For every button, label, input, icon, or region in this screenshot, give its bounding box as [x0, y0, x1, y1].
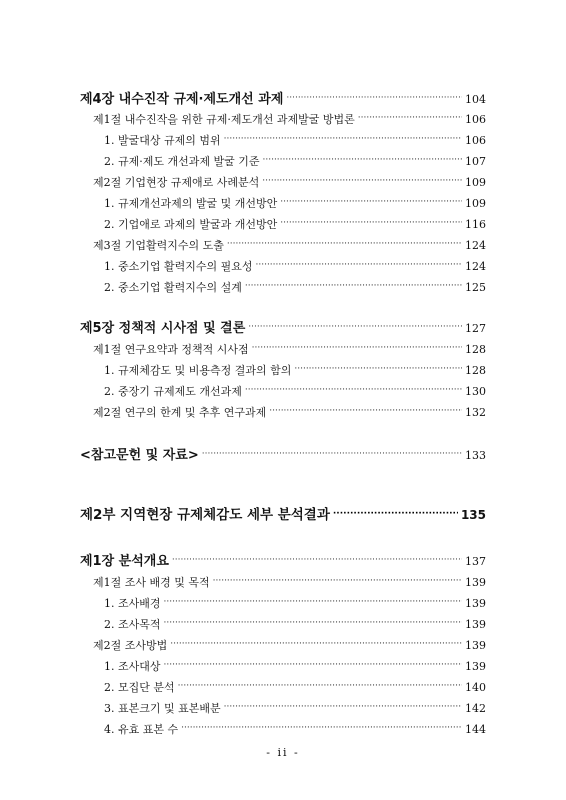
toc-entry-page: 142	[465, 702, 486, 715]
toc-leader-dots	[164, 617, 463, 628]
toc-entry[interactable]	[104, 153, 486, 169]
toc-entry-label: 2. 중장기 규제제도 개선과제	[104, 385, 242, 398]
toc-leader-dots	[262, 175, 462, 186]
toc-entry-label: 제1절 내수진작을 위한 규제·제도개선 과제발굴 방법론	[93, 113, 355, 126]
toc-entry-page: 109	[465, 176, 486, 189]
toc-entry-label: 1. 발굴대상 규제의 범위	[104, 134, 221, 147]
toc-leader-dots	[213, 575, 462, 586]
toc-entry-label: 1. 조사배경	[104, 597, 161, 610]
toc-entry-label: 3. 표본크기 및 표본배분	[104, 702, 221, 715]
toc-entry[interactable]	[93, 637, 486, 653]
toc-leader-dots	[256, 259, 463, 270]
toc-leader-dots	[172, 552, 462, 565]
toc-entry-label: 2. 모집단 분석	[104, 681, 175, 694]
toc-leader-dots	[181, 722, 462, 733]
toc-leader-dots	[358, 112, 462, 123]
toc-leader-dots	[294, 363, 462, 374]
toc-entry[interactable]	[93, 111, 486, 127]
toc-entry-page: 133	[465, 449, 486, 462]
toc-entry[interactable]	[104, 362, 486, 378]
toc-entry-label: 4. 유효 표본 수	[104, 723, 179, 736]
toc-entry-page: 139	[465, 639, 486, 652]
toc-entry-label: 제1절 연구요약과 정책적 시사점	[93, 343, 249, 356]
toc-leader-dots	[280, 217, 462, 228]
toc-leader-dots	[245, 280, 462, 291]
toc-entry-label: 1. 규제개선과제의 발굴 및 개선방안	[104, 197, 278, 210]
toc-entry-page: 132	[465, 406, 486, 419]
page-number-footer: - ii -	[266, 746, 300, 759]
toc-entry[interactable]	[93, 404, 486, 420]
toc-entry[interactable]	[104, 216, 486, 232]
toc-entry[interactable]	[93, 174, 486, 190]
toc-entry-page: 104	[465, 93, 486, 106]
toc-entry[interactable]	[104, 679, 486, 695]
toc-entry[interactable]	[104, 658, 486, 674]
toc-entry-page: 137	[465, 555, 486, 568]
toc-entry-page: 144	[465, 723, 486, 736]
toc-entry[interactable]	[80, 444, 486, 463]
toc-entry-page: 139	[465, 597, 486, 610]
toc-entry-page: 107	[465, 155, 486, 168]
toc-entry-label: 제2절 연구의 한계 및 추후 연구과제	[93, 406, 267, 419]
toc-entry-label: 2. 중소기업 활력지수의 설계	[104, 281, 242, 294]
toc-leader-dots	[178, 680, 462, 691]
toc-entry-page: 128	[465, 364, 486, 377]
toc-leader-dots	[245, 384, 462, 395]
toc-leader-dots	[164, 596, 463, 607]
toc-entry[interactable]	[104, 132, 486, 148]
toc-leader-dots	[252, 342, 462, 353]
toc-leader-dots	[263, 154, 463, 165]
toc-entry[interactable]	[93, 341, 486, 357]
toc-entry-page: 128	[465, 343, 486, 356]
toc-entry-label: 제2부 지역현장 규제체감도 세부 분석결과	[80, 507, 330, 523]
toc-entry-page: 140	[465, 681, 486, 694]
toc-entry-label: 제3절 기업활력지수의 도출	[93, 239, 224, 252]
toc-entry-label: 제1절 조사 배경 및 목적	[93, 576, 210, 589]
toc-entry[interactable]	[80, 88, 486, 107]
toc-leader-dots	[202, 446, 462, 459]
toc-leader-dots	[227, 238, 462, 249]
toc-leader-dots	[224, 133, 462, 144]
toc-entry-page: 139	[465, 660, 486, 673]
toc-leader-dots	[164, 659, 463, 670]
toc-entry-label: 1. 조사대상	[104, 660, 161, 673]
toc-entry-label: <참고문헌 및 자료>	[80, 448, 199, 463]
toc-entry[interactable]	[104, 383, 486, 399]
toc-leader-dots	[333, 506, 458, 520]
toc-entry-page: 124	[465, 260, 486, 273]
toc-entry-label: 제5장 정책적 시사점 및 결론	[80, 321, 246, 336]
toc-entry[interactable]	[104, 616, 486, 632]
toc-entry-page: 139	[465, 618, 486, 631]
toc-entry[interactable]	[80, 550, 486, 569]
toc-entry-page: 106	[465, 113, 486, 126]
toc-entry[interactable]	[104, 700, 486, 716]
toc-leader-dots	[170, 638, 462, 649]
toc-entry-page: 130	[465, 385, 486, 398]
toc-entry-label: 제4장 내수진작 규제·제도개선 과제	[80, 92, 284, 107]
toc-entry-page: 116	[465, 218, 486, 231]
toc-entry[interactable]	[104, 258, 486, 274]
toc-entry-label: 1. 규제체감도 및 비용측정 결과의 함의	[104, 364, 292, 377]
toc-entry-label: 제2절 조사방법	[93, 639, 168, 652]
toc-leader-dots	[286, 90, 462, 103]
toc-leader-dots	[248, 319, 462, 332]
toc-leader-dots	[280, 196, 462, 207]
toc-entry-page: 135	[460, 508, 486, 522]
toc-entry[interactable]	[80, 503, 486, 523]
toc-entry-label: 2. 조사목적	[104, 618, 161, 631]
toc-leader-dots	[224, 701, 462, 712]
toc-entry-page: 127	[465, 322, 486, 335]
toc-entry-page: 125	[465, 281, 486, 294]
toc-entry[interactable]	[104, 195, 486, 211]
toc-entry[interactable]	[104, 595, 486, 611]
toc-entry-label: 2. 규제·제도 개선과제 발굴 기준	[104, 155, 260, 168]
toc-entry-label: 1. 중소기업 활력지수의 필요성	[104, 260, 253, 273]
toc-entry[interactable]	[93, 237, 486, 253]
toc-entry-label: 2. 기업애로 과제의 발굴과 개선방안	[104, 218, 278, 231]
toc-entry[interactable]	[104, 279, 486, 295]
toc-entry-page: 109	[465, 197, 486, 210]
toc-entry-label: 제2절 기업현장 규제애로 사례분석	[93, 176, 260, 189]
toc-leader-dots	[269, 405, 462, 416]
toc-entry[interactable]	[104, 721, 486, 737]
toc-entry-page: 106	[465, 134, 486, 147]
toc-entry[interactable]	[93, 574, 486, 590]
toc-entry-page: 124	[465, 239, 486, 252]
toc-entry-label: 제1장 분석개요	[80, 554, 169, 569]
toc-entry[interactable]	[80, 317, 486, 336]
toc-entry-page: 139	[465, 576, 486, 589]
